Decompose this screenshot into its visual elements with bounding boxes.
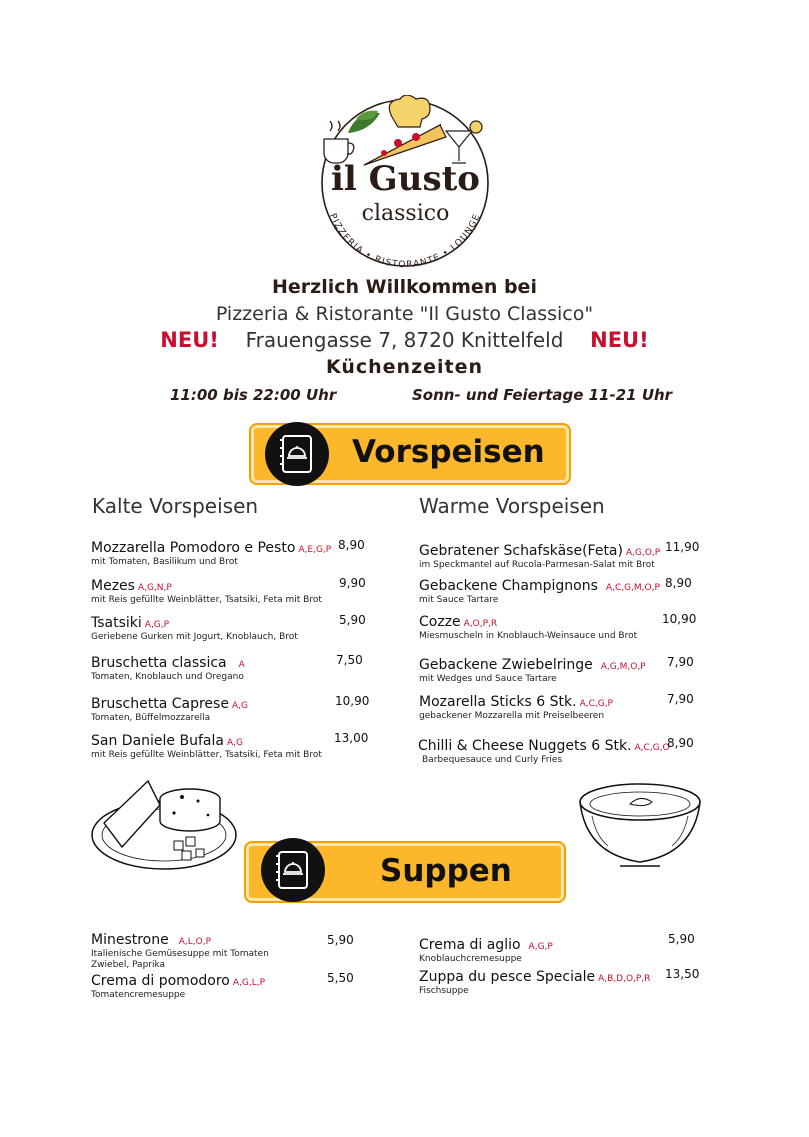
menu-item: Tsatsiki A,G,P Geriebene Gurken mit Jogurt, Knoblauch, Brot <box>91 615 298 642</box>
logo-title: il Gusto <box>331 159 480 199</box>
item-price: 13,00 <box>334 731 369 745</box>
item-price: 7,90 <box>667 692 694 706</box>
menu-item: Bruschetta classica A Tomaten, Knoblauch und Oregano <box>91 655 245 682</box>
logo-subtitle: classico <box>361 201 450 226</box>
welcome-heading: Herzlich Willkommen bei <box>272 276 537 298</box>
cloche-icon <box>261 838 325 902</box>
item-price: 13,50 <box>665 967 700 981</box>
hours-sunday: Sonn- und Feiertage 11-21 Uhr <box>412 386 673 404</box>
menu-book-icon <box>265 422 329 486</box>
menu-item: San Daniele Bufala A,G mit Reis gefüllte Weinblätter, Tsatsiki, Feta mit Brot <box>91 733 322 760</box>
cloche-icon <box>265 422 329 486</box>
menu-item: Gebratener Schafskäse(Feta) A,G,O,P im Speckmantel auf Rucola-Parmesan-Salat mit Brot <box>419 543 661 570</box>
coffee-cup-icon <box>324 121 354 163</box>
address: Frauengasse 7, 8720 Knittelfeld <box>245 328 564 352</box>
basil-leaf-icon <box>348 111 380 133</box>
hours-weekday: 11:00 bis 22:00 Uhr <box>170 386 337 404</box>
item-price: 5,50 <box>327 971 354 985</box>
restaurant-name: Pizzeria & Ristorante "Il Gusto Classico" <box>215 303 594 325</box>
kalte-vorspeisen-heading: Kalte Vorspeisen <box>92 494 259 518</box>
warme-vorspeisen-heading: Warme Vorspeisen <box>419 494 605 518</box>
menu-item: Gebackene Champignons A,C,G,M,O,P mit Sauce Tartare <box>419 578 660 605</box>
restaurant-logo <box>318 95 493 270</box>
item-price: 10,90 <box>662 612 697 626</box>
menu-item: Minestrone A,L,O,P Italienische Gemüsesuppe mit Tomaten Zwiebel, Paprika <box>91 932 269 970</box>
menu-item: Cozze A,O,P,R Miesmuscheln in Knoblauch-Weinsauce und Brot <box>419 614 638 641</box>
kitchen-hours-title: Küchenzeiten <box>325 356 484 378</box>
menu-item: Bruschetta Caprese A,G Tomaten, Büffelmozzarella <box>91 696 248 723</box>
menu-item: Crema di aglio A,G,P Knoblauchcremesuppe <box>419 937 553 964</box>
soup-bowl-illustration <box>578 782 703 874</box>
item-price: 5,90 <box>339 613 366 627</box>
menu-item: Mozzarella Pomodoro e Pesto A,E,G,P mit Tomaten, Basilikum und Brot <box>91 540 332 567</box>
new-badge-right: NEU! <box>590 328 649 352</box>
menu-item: Mezes A,G,N,P mit Reis gefüllte Weinblätter, Tsatsiki, Feta mit Brot <box>91 578 322 605</box>
item-price: 5,90 <box>327 933 354 947</box>
menu-book-icon <box>261 838 325 902</box>
suppen-title: Suppen <box>380 853 512 889</box>
item-price: 10,90 <box>335 694 370 708</box>
item-price: 8,90 <box>338 538 365 552</box>
item-price: 11,90 <box>665 540 700 554</box>
address-row <box>0 328 809 352</box>
item-price: 8,90 <box>667 736 694 750</box>
item-price: 8,90 <box>665 576 692 590</box>
item-price: 7,50 <box>336 653 363 667</box>
menu-item: Gebackene Zwiebelringe A,G,M,O,P mit Wedges und Sauce Tartare <box>419 657 646 684</box>
item-price: 5,90 <box>668 932 695 946</box>
menu-item: Mozarella Sticks 6 Stk. A,C,G,P gebackener Mozzarella mit Preiselbeeren <box>419 694 613 721</box>
new-badge-left: NEU! <box>160 328 219 352</box>
vorspeisen-title: Vorspeisen <box>352 434 545 470</box>
menu-item: Zuppa du pesce Speciale A,B,D,O,P,R Fischsuppe <box>419 969 651 996</box>
menu-item: Crema di pomodoro A,G,L,P Tomatencremesuppe <box>91 973 266 1000</box>
item-price: 7,90 <box>667 655 694 669</box>
item-price: 9,90 <box>339 576 366 590</box>
cheese-plate-illustration <box>90 775 240 875</box>
logo-tagline: PIZZERIA • RISTORANTE • LOUNGE <box>327 212 483 270</box>
chef-hat-icon <box>389 95 430 127</box>
menu-item: Chilli & Cheese Nuggets 6 Stk. A,C,G,O Barbequesauce und Curly Fries <box>418 738 670 765</box>
